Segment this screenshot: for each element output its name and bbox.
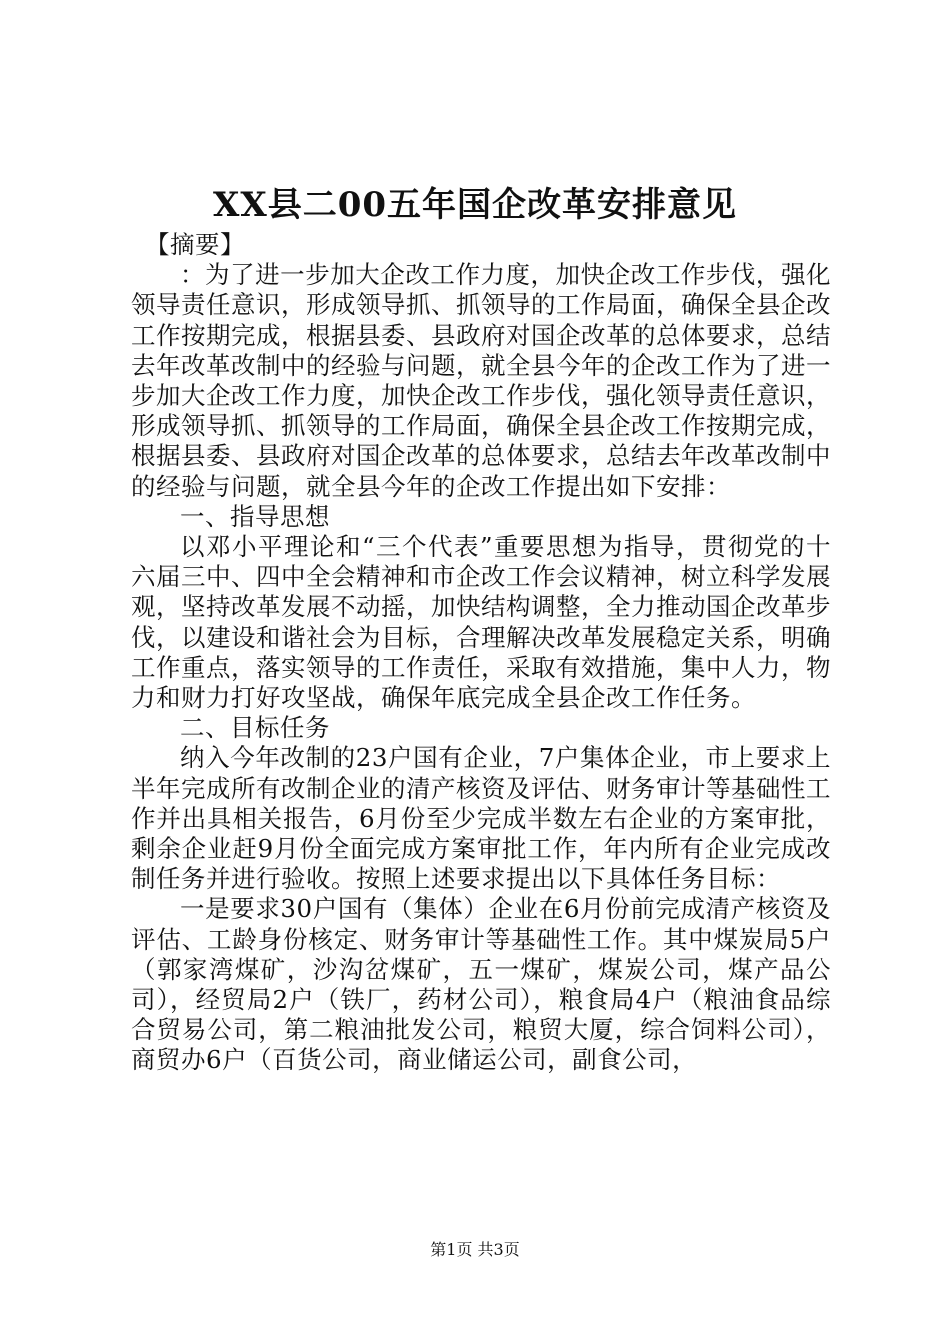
page-number-footer: 第1页 共3页 (430, 1240, 520, 1259)
section-heading-guiding-ideology: 一、指导思想 (180, 501, 330, 531)
document-title: XX县二00五年国企改革安排意见 (212, 185, 738, 225)
document-body (131, 230, 831, 1076)
section-heading-goals-tasks: 二、目标任务 (180, 713, 330, 743)
task-one-paragraph: 一是要求30户国有（集体）企业在6月份前完成清产核资及评估、工龄身份核定、财务审计等基础性工作。其中煤炭局5户（郭家湾煤矿，沙沟岔煤矿，五一煤矿，煤炭公司，煤产品公司），经贸局2户（铁厂，药材公司），粮食局4户（粮油食品综合贸易公司，第二粮油批发公司，粮贸大厦，综合饲料公司），商贸办6户（百货公司，商业储运公司，副食公司， (131, 894, 831, 1075)
goals-tasks-paragraph: 纳入今年改制的23户国有企业，7户集体企业，市上要求上半年完成所有改制企业的清产核资及评估、财务审计等基础性工作并出具相关报告，6月份至少完成半数左右企业的方案审批，剩余企业赶9月份全面完成方案审批工作，年内所有企业完成改制任务并进行验收。按照上述要求提出以下具体任务目标： (131, 743, 831, 894)
abstract-paragraph: ：为了进一步加大企改工作力度，加快企改工作步伐，强化领导责任意识，形成领导抓、抓领导的工作局面，确保全县企改工作按期完成，根据县委、县政府对国企改革的总体要求，总结去年改革改制中的经验与问题，就全县今年的企改工作为了进一步加大企改工作力度，加快企改工作步伐，强化领导责任意识，形成领导抓、抓领导的工作局面，确保全县企改工作按期完成，根据县委、县政府对国企改革的总体要求，总结去年改革改制中的经验与问题，就全县今年的企改工作提出如下安排： (131, 260, 831, 501)
abstract-heading: 【摘要】 (145, 230, 245, 259)
guiding-ideology-paragraph: 以邓小平理论和“三个代表”重要思想为指导，贯彻党的十六届三中、四中全会精神和市企改工作会议精神，树立科学发展观，坚持改革发展不动摇，加快结构调整，全力推动国企改革步伐，以建设和谐社会为目标，合理解决改革发展稳定关系，明确工作重点，落实领导的工作责任，采取有效措施，集中人力，物力和财力打好攻坚战，确保年底完成全县企改工作任务。 (131, 532, 831, 713)
